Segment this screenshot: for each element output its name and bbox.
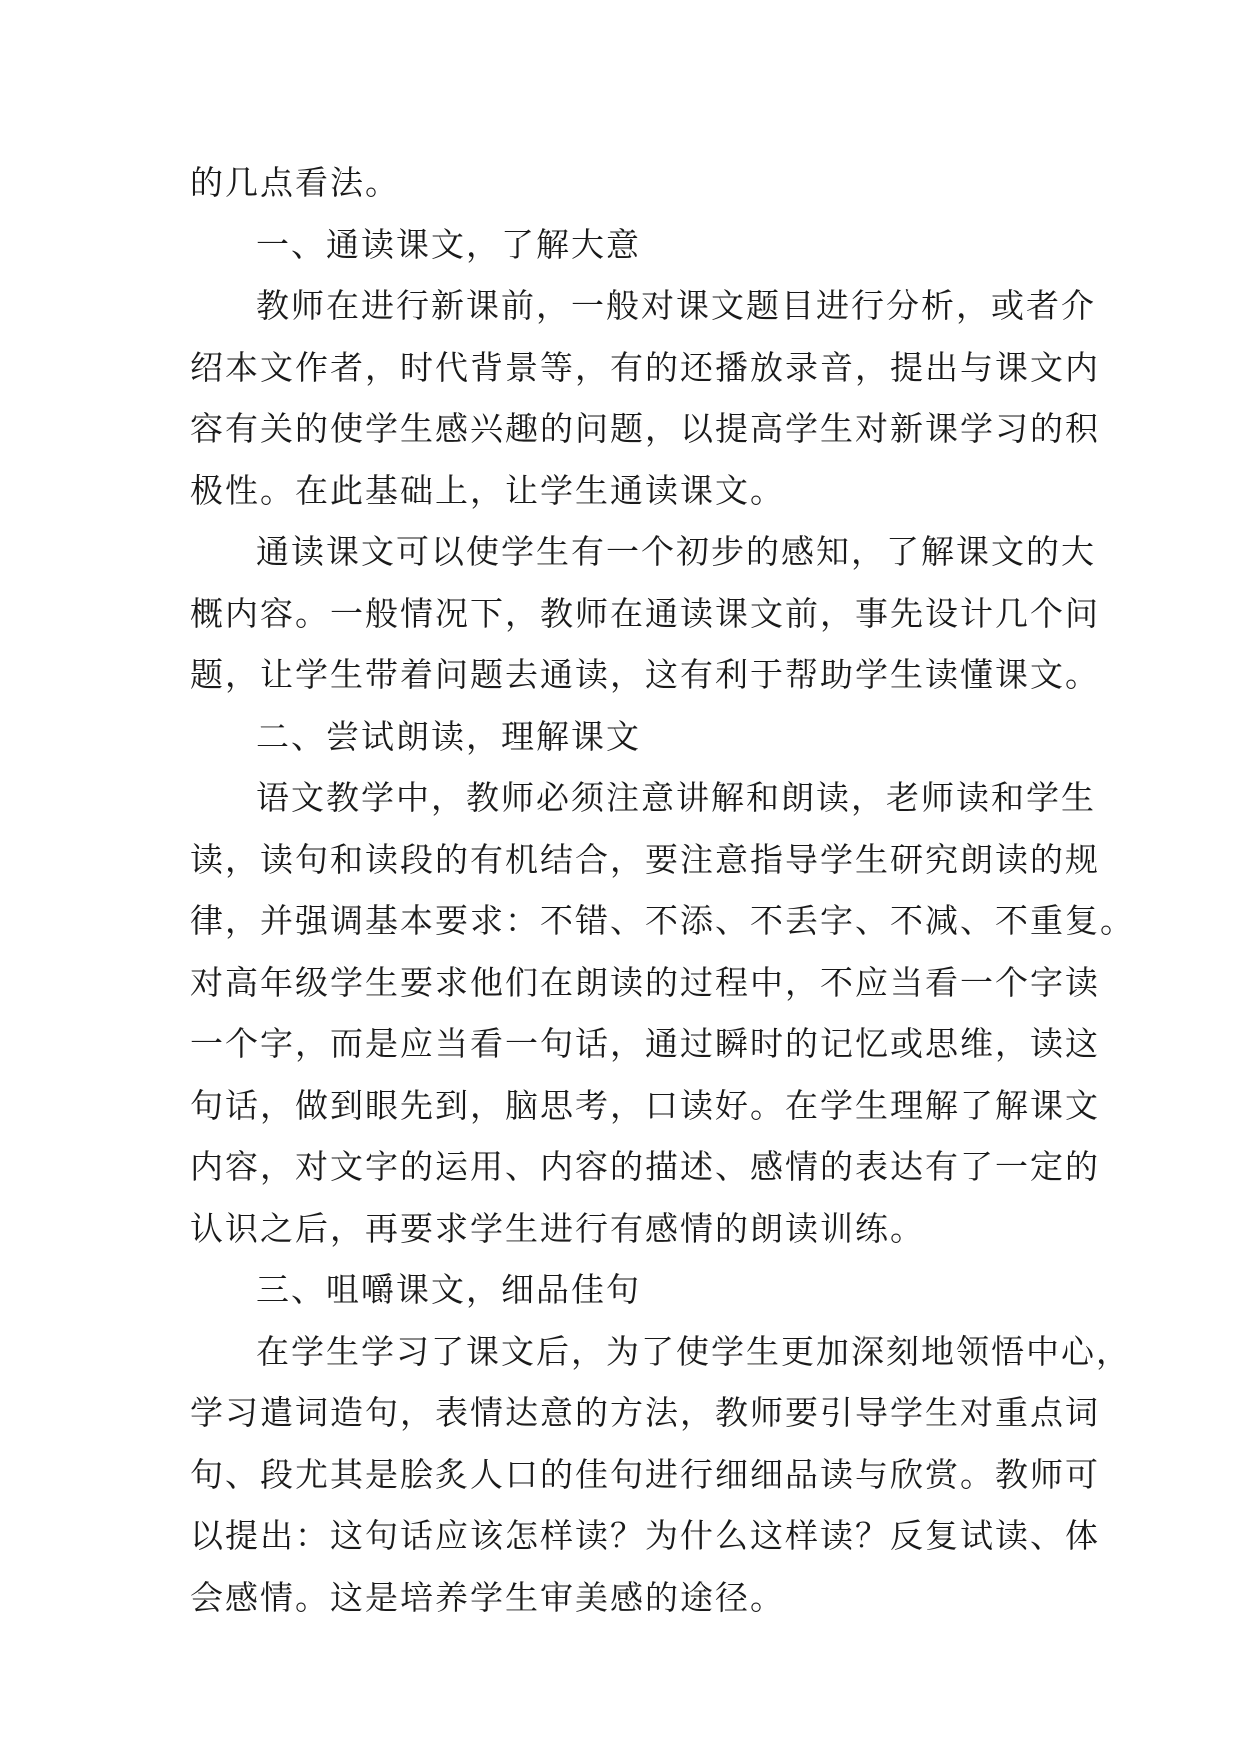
text-line: 三、咀嚼课文，细品佳句 — [256, 1270, 641, 1309]
text-line: 学习遣词造句，表情达意的方法，教师要引导学生对重点词 — [190, 1393, 1100, 1432]
text-line: 内容，对文字的运用、内容的描述、感情的表达有了一定的 — [190, 1147, 1100, 1186]
text-line: 句、段尤其是脍炙人口的佳句进行细细品读与欣赏。教师可 — [190, 1454, 1100, 1494]
text-line: 一、通读课文，了解大意 — [256, 224, 641, 264]
text-line: 一个字，而是应当看一句话，通过瞬时的记忆或思维，读这 — [190, 1024, 1100, 1063]
text-line: 的几点看法。 — [190, 163, 400, 202]
text-line: 概内容。一般情况下，教师在通读课文前，事先设计几个问 — [190, 593, 1100, 633]
text-line: 二、尝试朗读，理解课文 — [256, 716, 641, 756]
text-line: 会感情。这是培养学生审美感的途径。 — [190, 1577, 785, 1617]
text-line: 认识之后，再要求学生进行有感情的朗读训练。 — [190, 1208, 925, 1248]
text-line: 容有关的使学生感兴趣的问题，以提高学生对新课学习的积 — [190, 409, 1100, 448]
text-line: 在学生学习了课文后，为了使学生更加深刻地领悟中心， — [256, 1331, 1131, 1371]
text-line: 极性。在此基础上，让学生通读课文。 — [190, 470, 785, 510]
text-line: 通读课文可以使学生有一个初步的感知，了解课文的大 — [256, 532, 1096, 571]
text-line: 题，让学生带着问题去通读，这有利于帮助学生读懂课文。 — [190, 655, 1100, 694]
text-line: 以提出：这句话应该怎样读？为什么这样读？反复试读、体 — [190, 1516, 1100, 1555]
text-line: 语文教学中，教师必须注意讲解和朗读，老师读和学生 — [256, 778, 1096, 817]
text-line: 绍本文作者，时代背景等，有的还播放录音，提出与课文内 — [190, 347, 1100, 387]
text-line: 律，并强调基本要求：不错、不添、不丢字、不减、不重复。 — [190, 901, 1135, 940]
text-line: 读，读句和读段的有机结合，要注意指导学生研究朗读的规 — [190, 839, 1100, 879]
text-line: 教师在进行新课前，一般对课文题目进行分析，或者介 — [256, 286, 1096, 325]
document-body — [190, 152, 1135, 1628]
text-line: 句话，做到眼先到，脑思考，口读好。在学生理解了解课文 — [190, 1085, 1100, 1125]
text-line: 对高年级学生要求他们在朗读的过程中，不应当看一个字读 — [190, 962, 1100, 1002]
